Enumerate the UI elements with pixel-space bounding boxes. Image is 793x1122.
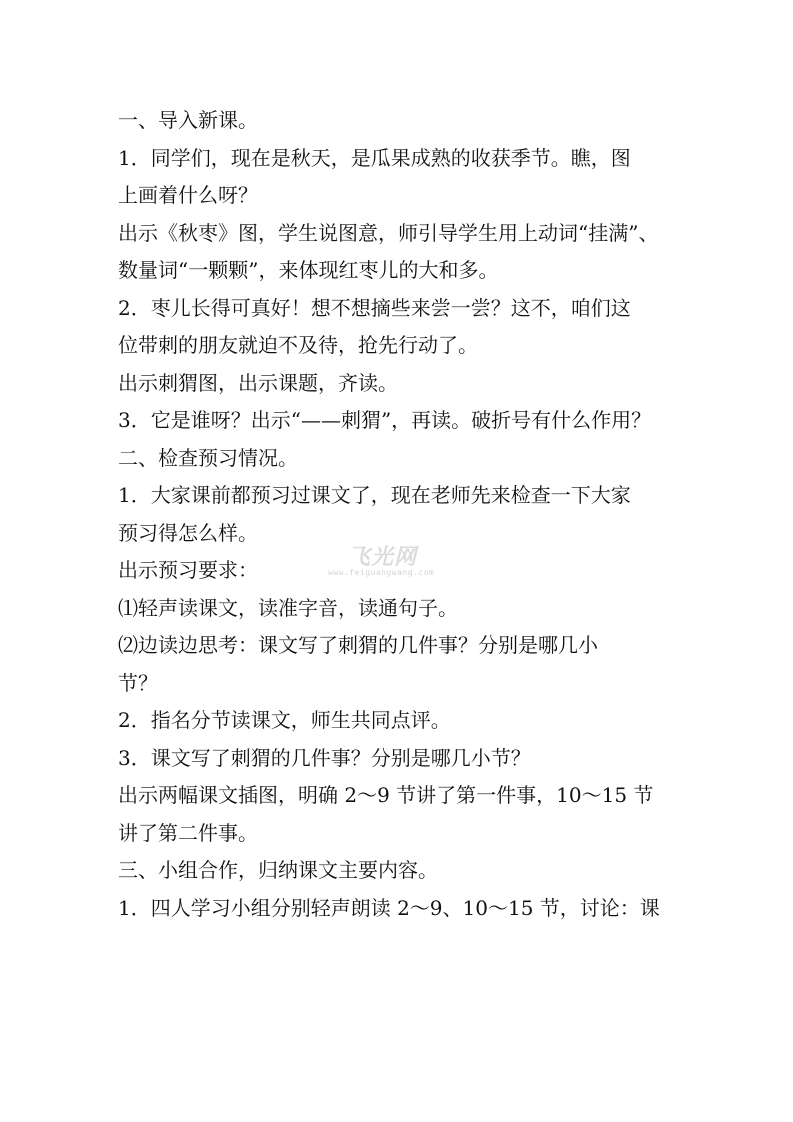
list-item: ⑴轻声读课文，读准字音，读通句子。 [118, 595, 458, 620]
heading-section-3: 三、小组合作，归纳课文主要内容。 [118, 858, 438, 882]
paragraph-line: 2．枣儿长得可真好！想不想摘些来尝一尝？这不，咱们这 [118, 295, 631, 320]
paragraph-line: 出示刺猬图，出示课题，齐读。 [118, 370, 398, 395]
paragraph-line: 出示预习要求： [118, 558, 258, 582]
watermark-logo: 飞光网 [348, 545, 418, 570]
paragraph-line: 出示两幅课文插图，明确 2～9 节讲了第一件事，10～15 节 [118, 783, 654, 807]
heading-section-2: 二、检查预习情况。 [118, 445, 298, 470]
document-body [118, 102, 678, 927]
paragraph-line: 讲了第二件事。 [118, 820, 258, 845]
heading-section-1: 一、导入新课。 [118, 108, 258, 132]
watermark-url: www.feiguangwang.com [328, 568, 435, 577]
paragraph-line: 1．四人学习小组分别轻声朗读 2～9、10～15 节，讨论：课 [118, 895, 660, 920]
paragraph-line: 1．同学们，现在是秋天，是瓜果成熟的收获季节。瞧，图 [118, 145, 631, 170]
paragraph-line: 上画着什么呀？ [118, 183, 258, 207]
paragraph-line: 数量词“一颗颗”，来体现红枣儿的大和多。 [118, 258, 499, 282]
list-item: ⑵边读边思考：课文写了刺猬的几件事？分别是哪几小 [118, 633, 598, 657]
paragraph-line: 预习得怎么样。 [118, 520, 258, 545]
paragraph-line: 位带刺的朋友就迫不及待，抢先行动了。 [118, 333, 478, 357]
paragraph-line: 3．它是谁呀？出示“——刺猬”，再读。破折号有什么作用？ [118, 408, 652, 432]
paragraph-line: 2．指名分节读课文，师生共同点评。 [118, 708, 451, 732]
paragraph-line: 节？ [118, 670, 158, 695]
paragraph-line: 出示《秋枣》图，学生说图意，师引导学生用上动词“挂满”、 [118, 220, 659, 245]
paragraph-line: 1．大家课前都预习过课文了，现在老师先来检查一下大家 [118, 483, 631, 507]
paragraph-line: 3．课文写了刺猬的几件事？分别是哪几小节？ [118, 745, 531, 770]
